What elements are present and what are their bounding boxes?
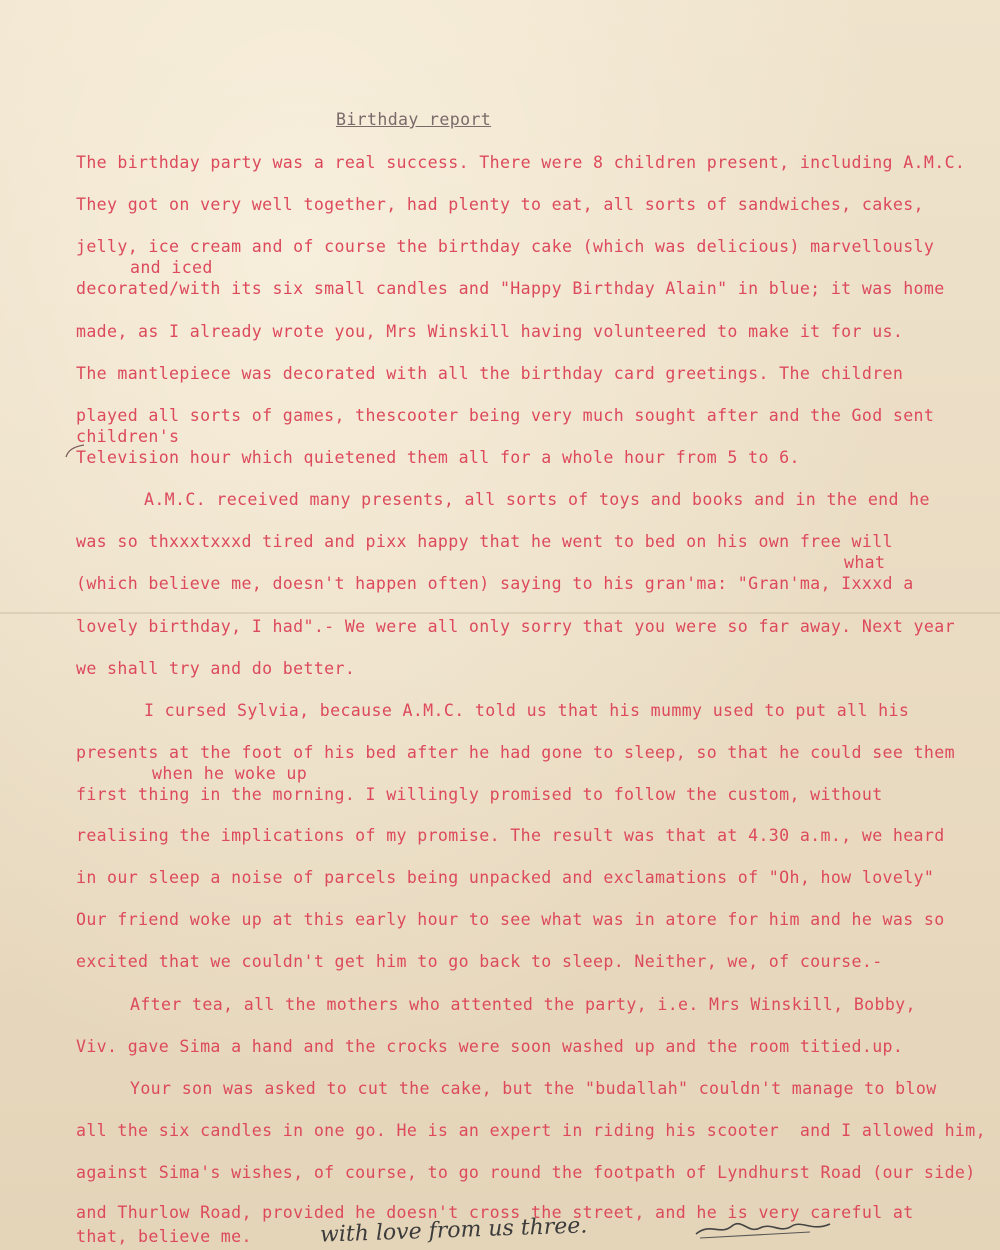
letter-line: made, as I already wrote you, Mrs Winskill having volunteered to make it for us. <box>76 322 904 341</box>
interlinear-insertion: when he woke up <box>152 764 308 783</box>
letter-line: presents at the foot of his bed after he had gone to sleep, so that he could see them <box>76 743 955 762</box>
insertion-bracket-mark <box>62 443 92 483</box>
handwritten-closing: with love from us three. <box>319 1213 588 1248</box>
letter-line: Television hour which quietened them all for a whole hour from 5 to 6. <box>76 448 800 467</box>
letter-line: They got on very well together, had plenty to eat, all sorts of sandwiches, cakes, <box>76 195 924 214</box>
letter-line: all the six candles in one go. He is an expert in riding his scooter and I allowed him, <box>76 1121 986 1140</box>
letter-title: Birthday report <box>336 110 492 129</box>
letter-line: I cursed Sylvia, because A.M.C. told us that his mummy used to put all his <box>144 701 910 720</box>
paper-fold <box>0 612 1000 614</box>
letter-line: against Sima's wishes, of course, to go round the footpath of Lyndhurst Road (our side) <box>76 1163 976 1182</box>
letter-line: Our friend woke up at this early hour to see what was in atore for him and he was so <box>76 910 945 929</box>
interlinear-insertion: children's <box>76 427 180 446</box>
letter-line: we shall try and do better. <box>76 659 356 678</box>
letter-line: first thing in the morning. I willingly promised to follow the custom, without <box>76 785 883 804</box>
letter-line: that, believe me. <box>76 1227 252 1246</box>
interlinear-insertion: and iced <box>130 258 213 277</box>
letter-line: lovely birthday, I had".- We were all only sorry that you were so far away. Next year <box>76 617 955 636</box>
letter-line: decorated/with its six small candles and "Happy Birthday Alain" in blue; it was home <box>76 279 945 298</box>
letter-line: realising the implications of my promise. The result was that at 4.30 a.m., we heard <box>76 826 945 845</box>
handwritten-signature <box>690 1212 840 1246</box>
letter-line: The mantlepiece was decorated with all the birthday card greetings. The children <box>76 364 904 383</box>
letter-line: in our sleep a noise of parcels being unpacked and exclamations of "Oh, how lovely" <box>76 868 935 887</box>
letter-line: After tea, all the mothers who attented the party, i.e. Mrs Winskill, Bobby, <box>130 995 916 1014</box>
letter-line: Viv. gave Sima a hand and the crocks were soon washed up and the room titied.up. <box>76 1037 904 1056</box>
letter-line: was so thxxxtxxxd tired and pixx happy that he went to bed on his own free will <box>76 532 893 551</box>
letter-line: Your son was asked to cut the cake, but the "budallah" couldn't manage to blow <box>130 1079 937 1098</box>
letter-line: (which believe me, doesn't happen often) saying to his gran'ma: "Gran'ma, Ixxxd a <box>76 574 914 593</box>
letter-line: played all sorts of games, thescooter being very much sought after and the God sent <box>76 406 935 425</box>
letter-line: excited that we couldn't get him to go back to sleep. Neither, we, of course.- <box>76 952 883 971</box>
letter-line: and Thurlow Road, provided he doesn't cross the street, and he is very careful at <box>76 1203 914 1222</box>
letter-line: A.M.C. received many presents, all sorts of toys and books and in the end he <box>144 490 930 509</box>
letter-line: jelly, ice cream and of course the birthday cake (which was delicious) marvellously <box>76 237 935 256</box>
interlinear-insertion: what <box>844 553 886 572</box>
letter-line: The birthday party was a real success. There were 8 children present, including A.M.C. <box>76 153 966 172</box>
